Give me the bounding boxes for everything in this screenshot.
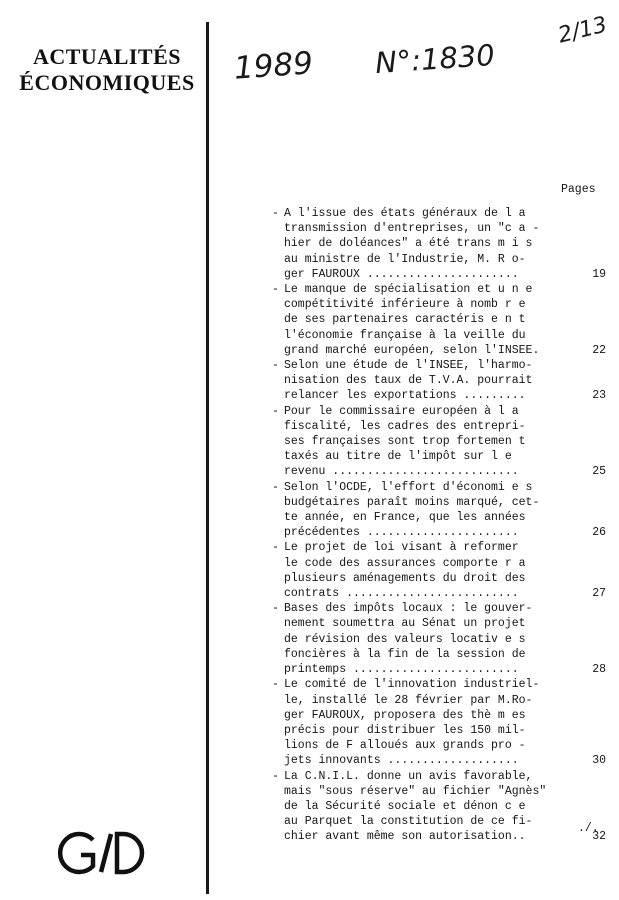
entry-dash: - bbox=[272, 207, 279, 220]
handwritten-year: 1989 bbox=[232, 45, 315, 87]
toc-entry bbox=[272, 769, 612, 845]
entry-line: nement soumettra au Sénat un projet bbox=[284, 617, 526, 631]
entry-text bbox=[284, 206, 612, 282]
entry-line: hier de doléances" a été trans m i s bbox=[284, 237, 533, 251]
entry-text bbox=[284, 404, 612, 480]
entry-line: Selon une étude de l'INSEE, l'harmo- bbox=[284, 359, 533, 373]
entry-line: Le projet de loi visant à reformer bbox=[284, 541, 519, 555]
entry-line: Selon l'OCDE, l'effort d'économi e s bbox=[284, 480, 533, 494]
publication-masthead bbox=[14, 44, 200, 96]
entry-line: A l'issue des états généraux de l a bbox=[284, 207, 526, 220]
vertical-divider bbox=[206, 22, 209, 894]
entry-line: précis pour distribuer les 150 mil- bbox=[284, 723, 526, 737]
continuation-mark: ./. bbox=[578, 822, 599, 835]
entry-line: nisation des taux de T.V.A. pourrait bbox=[284, 374, 533, 388]
entry-dash: - bbox=[272, 769, 279, 783]
toc-entry bbox=[272, 206, 612, 282]
toc-entry bbox=[272, 358, 612, 404]
entry-line: ses françaises sont trop fortemen t bbox=[284, 435, 526, 449]
handwritten-issue-number: N°:1830 bbox=[373, 37, 496, 81]
entry-dash: - bbox=[272, 541, 279, 555]
entry-dash: - bbox=[272, 678, 279, 692]
toc-entry bbox=[272, 677, 612, 768]
entry-text bbox=[284, 540, 612, 601]
entry-line: transmission d'entreprises, un "c a - bbox=[284, 222, 540, 236]
entry-line: revenu ........................... bbox=[284, 465, 519, 479]
entry-line: ger FAUROUX, proposera des thè m es bbox=[284, 708, 526, 722]
entry-line: Le comité de l'innovation industriel- bbox=[284, 678, 540, 692]
entry-line: printemps ........................ bbox=[284, 663, 519, 677]
entry-line: au Parquet la constitution de ce fi- bbox=[284, 815, 533, 829]
entry-page-number: 27 bbox=[592, 587, 606, 601]
entry-line: plusieurs aménagements du droit des bbox=[284, 571, 526, 585]
entry-page-number: 19 bbox=[592, 267, 606, 281]
entry-line: précédentes ...................... bbox=[284, 526, 519, 540]
masthead-line-1: ACTUALITÉS bbox=[32, 44, 182, 69]
entry-line: budgétaires paraît moins marqué, cet- bbox=[284, 495, 540, 509]
entry-page-number: 30 bbox=[592, 754, 606, 768]
entry-text bbox=[284, 358, 612, 404]
entry-line: mais "sous réserve" au fichier "Agnès" bbox=[284, 784, 547, 798]
entry-line: compétitivité inférieure à nomb r e bbox=[284, 298, 526, 312]
entry-text bbox=[284, 769, 612, 845]
entry-line: de ses partenaires caractéris e n t bbox=[284, 313, 526, 327]
entry-dash: - bbox=[272, 602, 279, 616]
entry-dash: - bbox=[272, 359, 279, 373]
entry-line: le, installé le 28 février par M.Ro- bbox=[284, 693, 533, 707]
table-of-contents bbox=[272, 206, 612, 845]
handwritten-folio: 2/13 bbox=[555, 12, 610, 49]
entry-dash: - bbox=[272, 283, 279, 297]
entry-line: ger FAUROUX ...................... bbox=[284, 267, 519, 281]
entry-line: contrats ......................... bbox=[284, 587, 519, 601]
entry-page-number: 28 bbox=[592, 663, 606, 677]
entry-page-number: 23 bbox=[592, 389, 606, 403]
toc-entry bbox=[272, 404, 612, 480]
entry-line: grand marché européen, selon l'INSEE. bbox=[284, 343, 540, 357]
entry-text bbox=[284, 282, 612, 358]
entry-page-number: 25 bbox=[592, 465, 606, 479]
entry-text bbox=[284, 480, 612, 541]
entry-page-number: 26 bbox=[592, 526, 606, 540]
entry-page-number: 22 bbox=[592, 343, 606, 357]
toc-entry bbox=[272, 540, 612, 601]
toc-entry bbox=[272, 480, 612, 541]
entry-line: relancer les exportations ......... bbox=[284, 389, 526, 403]
entry-line: le code des assurances comporte r a bbox=[284, 556, 526, 570]
entry-line: Le manque de spécialisation et u n e bbox=[284, 283, 533, 297]
entry-line: taxés au titre de l'impôt sur l e bbox=[284, 450, 512, 464]
entry-dash: - bbox=[272, 480, 279, 494]
pages-column-heading: Pages bbox=[561, 183, 596, 196]
toc-entry bbox=[272, 601, 612, 677]
entry-line: chier avant même son autorisation.. bbox=[284, 830, 526, 844]
masthead-line-2: ÉCONOMIQUES bbox=[19, 70, 195, 95]
entry-line: fiscalité, les cadres des entrepri- bbox=[284, 419, 526, 433]
entry-line: foncières à la fin de la session de bbox=[284, 647, 526, 661]
toc-entry bbox=[272, 282, 612, 358]
entry-line: de la Sécurité sociale et dénon c e bbox=[284, 799, 526, 813]
entry-page-number: 32 bbox=[592, 830, 606, 844]
entry-text bbox=[284, 601, 612, 677]
entry-line: jets innovants ................... bbox=[284, 754, 519, 768]
publisher-logo bbox=[53, 828, 157, 878]
entry-line: La C.N.I.L. donne un avis favorable, bbox=[284, 769, 533, 783]
entry-line: de révision des valeurs locativ e s bbox=[284, 632, 526, 646]
entry-line: Pour le commissaire européen à l a bbox=[284, 404, 519, 418]
entry-line: te année, en France, que les années bbox=[284, 511, 526, 525]
entry-text bbox=[284, 677, 612, 768]
entry-line: au ministre de l'Industrie, M. R o- bbox=[284, 252, 526, 266]
entry-line: lions de F alloués aux grands pro - bbox=[284, 739, 526, 753]
entry-dash: - bbox=[272, 404, 279, 418]
entry-line: Bases des impôts locaux : le gouver- bbox=[284, 602, 533, 616]
entry-line: l'économie française à la veille du bbox=[284, 328, 526, 342]
